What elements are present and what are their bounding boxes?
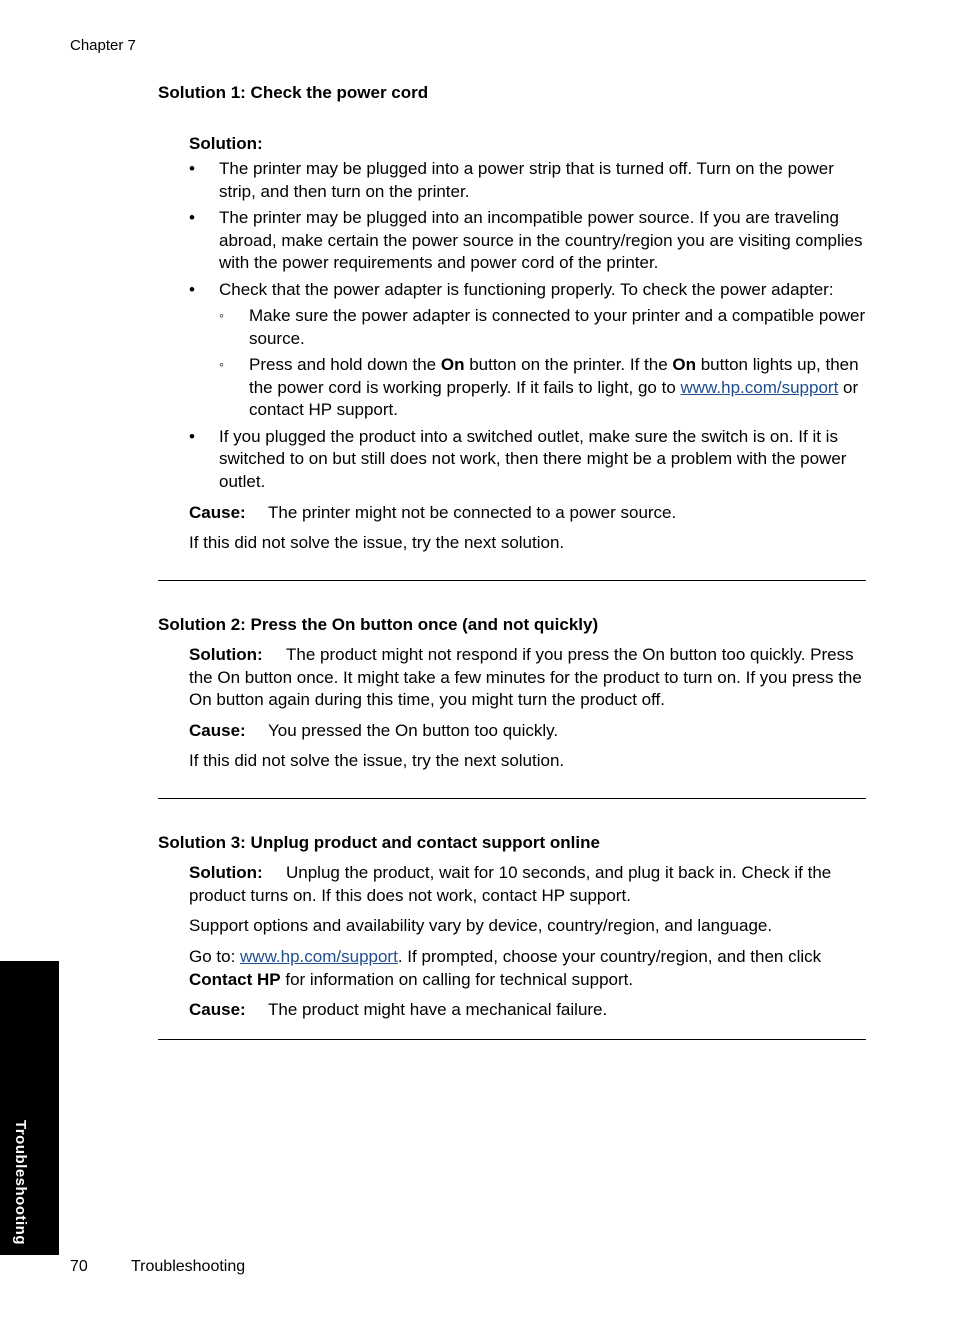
- chapter-side-tab: [0, 961, 59, 1255]
- footer-section-title: Troubleshooting: [131, 1258, 246, 1275]
- solution-text: Unplug the product, wait for 10 seconds, and plug it back in. Check if the product turns on. If this does not work, contact HP support.: [189, 863, 832, 905]
- sub-bullet-text: Press and hold down the On button on the printer. If the On button lights up, then the power cord is working properly. If it fails to light, go to www.hp.com/support or contact HP support.: [249, 355, 859, 419]
- section-divider: [158, 580, 866, 581]
- solution-1-cause: [189, 502, 869, 525]
- solution-3-support-note: Support options and availability vary by device, country/region, and language.: [189, 916, 773, 935]
- section-divider: [158, 1039, 866, 1040]
- on-button-term: On: [672, 355, 696, 374]
- cause-text: You pressed the On button too quickly.: [268, 721, 559, 740]
- side-tab-label: Troubleshooting: [12, 1120, 29, 1245]
- solution-2-title: Solution 2: Press the On button once (and not quickly): [158, 615, 599, 634]
- solution-label: Solution:: [189, 863, 263, 882]
- bullet-marker: •: [189, 208, 195, 227]
- hp-support-link[interactable]: www.hp.com/support: [680, 377, 839, 397]
- list-item: [189, 207, 869, 275]
- solution-2-body: [189, 644, 869, 712]
- cause-text: The printer might not be connected to a power source.: [268, 503, 677, 522]
- sub-bullet-text: Make sure the power adapter is connected to your printer and a compatible power source.: [249, 306, 866, 348]
- list-item: [189, 279, 869, 422]
- solution-3-body: [189, 862, 869, 907]
- contact-hp-term: Contact HP: [189, 969, 281, 989]
- hp-support-link[interactable]: www.hp.com/support: [240, 947, 398, 966]
- solution-label: Solution:: [189, 645, 263, 664]
- bullet-text: Check that the power adapter is functioning properly. To check the power adapter:: [219, 279, 834, 299]
- solution-2-cause: [189, 720, 869, 743]
- list-item: [189, 426, 869, 494]
- solution-1-title: Solution 1: Check the power cord: [158, 83, 429, 102]
- sub-bullet-marker: ◦: [219, 307, 224, 323]
- page-number: 70: [70, 1258, 88, 1275]
- bullet-text: The printer may be plugged into a power strip that is turned off. Turn on the power strip, and then turn on the printer.: [219, 159, 834, 201]
- cause-text: The product might have a mechanical failure.: [268, 1000, 608, 1019]
- sub-list-item: [219, 305, 869, 350]
- sub-bullet-marker: ◦: [219, 356, 224, 372]
- solution-1-bullet-list: [189, 158, 869, 497]
- solution-1-next-note: If this did not solve the issue, try the next solution.: [189, 533, 565, 552]
- bullet-marker: •: [189, 159, 195, 178]
- list-item: [189, 158, 869, 203]
- cause-label: Cause:: [189, 503, 246, 522]
- cause-label: Cause:: [189, 1000, 246, 1019]
- solution-2-next-note: If this did not solve the issue, try the next solution.: [189, 751, 565, 770]
- solution-text: The product might not respond if you press the On button too quickly. Press the On button once. It might take a few minutes for the product to turn on. If you press the On button again during this time, you might turn the product off.: [189, 645, 862, 709]
- cause-label: Cause:: [189, 721, 246, 740]
- bullet-marker: •: [189, 279, 195, 299]
- bullet-marker: •: [189, 426, 195, 446]
- solution-3-cause: [189, 999, 869, 1022]
- solution-3-goto: Go to: www.hp.com/support. If prompted, choose your country/region, and then click Contact HP for information on calling for technical support.: [189, 947, 822, 989]
- solution-1-label: Solution:: [189, 134, 263, 153]
- section-divider: [158, 798, 866, 799]
- bullet-text: The printer may be plugged into an incompatible power source. If you are traveling abroad, make certain the power source in the country/region you are visiting complies with the power requirements and power cord of the printer.: [219, 208, 863, 272]
- on-button-term: On: [440, 355, 465, 374]
- solution-3-title: Solution 3: Unplug product and contact support online: [158, 833, 600, 852]
- sub-list-item: [219, 354, 869, 422]
- bullet-text: If you plugged the product into a switched outlet, make sure the switch is on. If it is switched to on but still does not work, then there might be a problem with the power outlet.: [219, 426, 847, 491]
- chapter-header: Chapter 7: [70, 37, 136, 54]
